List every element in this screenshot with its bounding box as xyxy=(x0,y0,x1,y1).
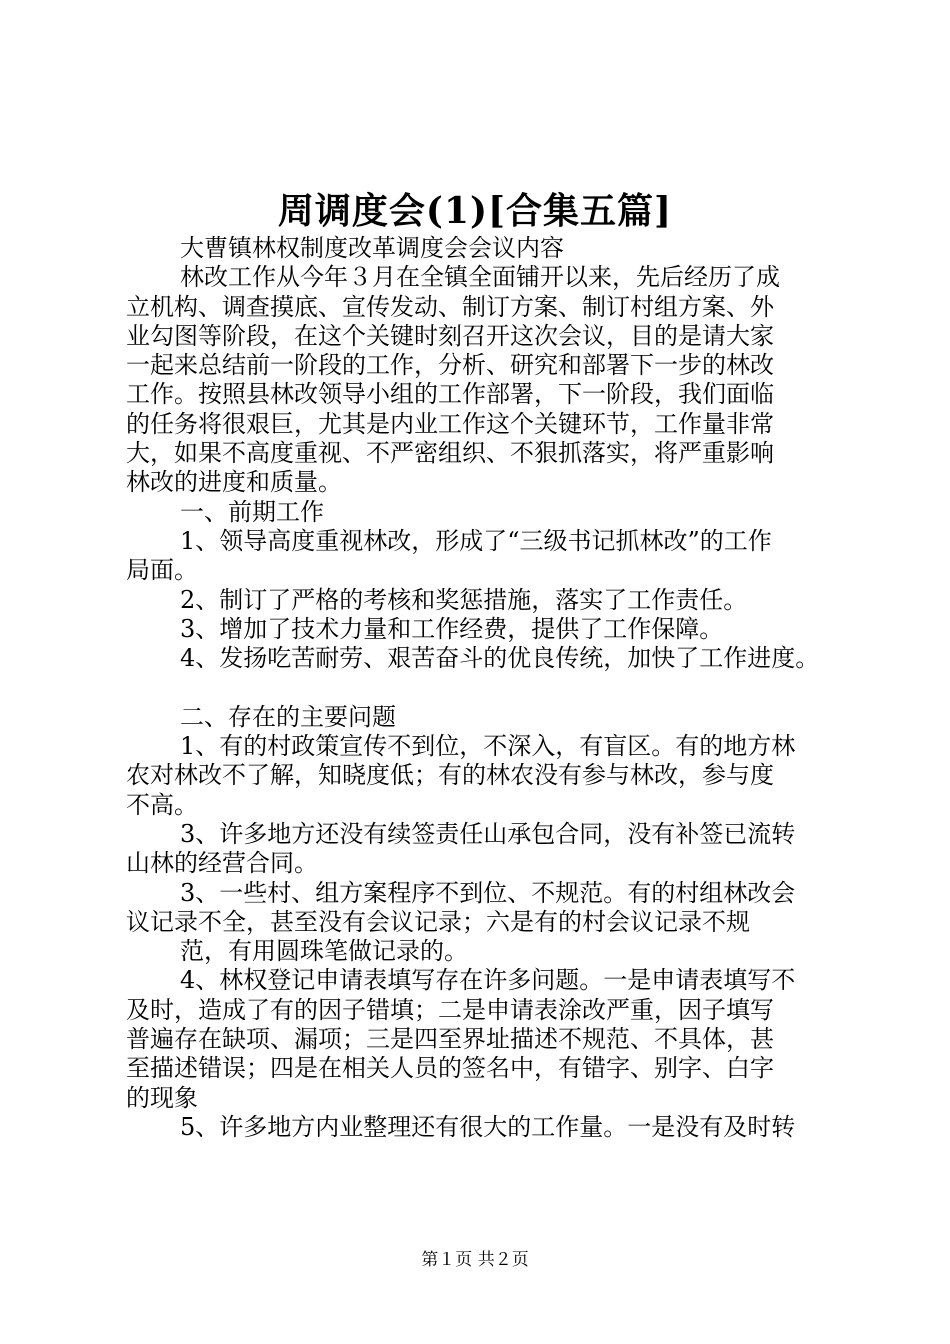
text-line: 4、发扬吃苦耐劳、艰苦奋斗的优良传统，加快了工作进度。 xyxy=(180,644,820,673)
text-line: 及时，造成了有的因子错填；二是申请表涂改严重，因子填写 xyxy=(126,995,774,1024)
text-line: 农对林改不了解，知晓度低；有的林农没有参与林改，参与度 xyxy=(126,761,774,790)
text-line: 3、增加了技术力量和工作经费，提供了工作保障。 xyxy=(180,614,724,643)
text-line: 的任务将很艰巨，尤其是内业工作这个关键环节，工作量非常 xyxy=(126,409,774,438)
text-line: 大，如果不高度重视、不严密组织、不狠抓落实，将严重影响 xyxy=(126,439,774,468)
text-line: 范，有用圆珠笔做记录的。 xyxy=(180,937,468,966)
text-line: 山林的经营合同。 xyxy=(126,849,318,878)
text-line: 3、一些村、组方案程序不到位、不规范。有的村组林改会 xyxy=(180,878,796,907)
text-line: 2、制订了严格的考核和奖惩措施，落实了工作责任。 xyxy=(180,585,748,614)
text-line: 4、林权登记申请表填写存在许多问题。一是申请表填写不 xyxy=(180,966,796,995)
text-line: 林改的进度和质量。 xyxy=(126,468,342,497)
text-line: 至描述错误；四是在相关人员的签名中，有错字、别字、白字 xyxy=(126,1054,774,1083)
text-line: 1、有的村政策宣传不到位，不深入，有盲区。有的地方林 xyxy=(180,732,796,761)
text-line: 立机构、调查摸底、宣传发动、制订方案、制订村组方案、外 xyxy=(126,292,774,321)
text-line: 林改工作从今年３月在全镇全面铺开以来，先后经历了成 xyxy=(180,263,780,292)
text-line: 议记录不全，甚至没有会议记录；六是有的村会议记录不规 xyxy=(126,907,750,936)
text-line: 工作。按照县林改领导小组的工作部署，下一阶段，我们面临 xyxy=(126,380,774,409)
text-line: 3、许多地方还没有续签责任山承包合同，没有补签已流转 xyxy=(180,819,796,848)
document-body xyxy=(126,234,836,1142)
text-line: 局面。 xyxy=(126,556,198,585)
page-footer: 第１页 共２页 xyxy=(421,1250,529,1270)
text-line: 二、存在的主要问题 xyxy=(180,702,396,731)
text-line: 一起来总结前一阶段的工作，分析、研究和部署下一步的林改 xyxy=(126,351,774,380)
document-title: 周调度会(1)[合集五篇] xyxy=(277,190,673,232)
text-line: 业勾图等阶段，在这个关键时刻召开这次会议，目的是请大家 xyxy=(126,321,774,350)
text-line: 普遍存在缺项、漏项；三是四至界址描述不规范、不具体，甚 xyxy=(126,1025,774,1054)
text-line: 大曹镇林权制度改革调度会会议内容 xyxy=(180,234,564,262)
text-line: 一、前期工作 xyxy=(180,497,324,526)
text-line: 不高。 xyxy=(126,790,198,819)
text-line: 的现象 xyxy=(126,1083,198,1112)
text-line: 5、许多地方内业整理还有很大的工作量。一是没有及时转 xyxy=(180,1112,796,1141)
text-line xyxy=(126,673,836,702)
text-line: 1、领导高度重视林改，形成了“三级书记抓林改”的工作 xyxy=(180,526,772,555)
